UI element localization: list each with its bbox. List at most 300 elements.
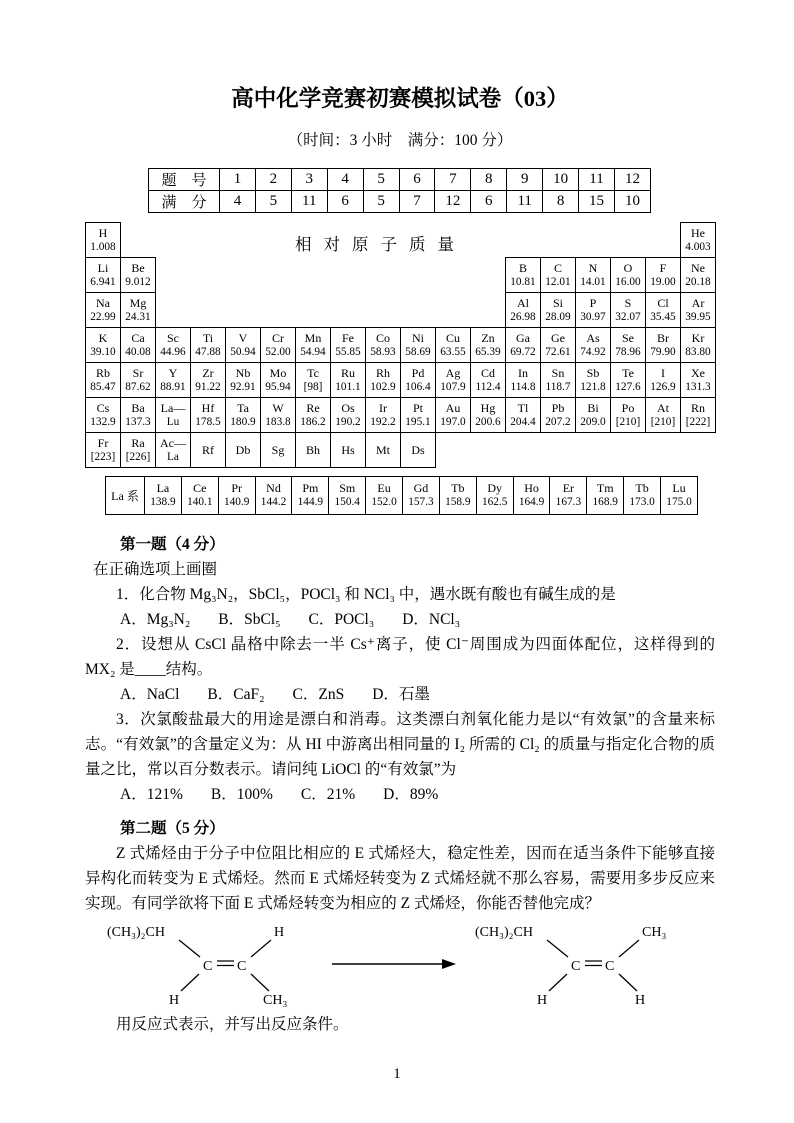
la-series-label: La 系	[106, 477, 145, 515]
answer-option: C．ZnS	[292, 686, 345, 703]
element-cell	[86, 258, 121, 293]
element-cell	[261, 363, 296, 398]
element-cell	[296, 328, 331, 363]
element-mass: 168.9	[592, 496, 618, 508]
section-2-intro: Z 式烯烃由于分子中位阻比相应的 E 式烯烃大，稳定性差，因而在适当条件下能够直接异构化而转变为 E 式烯烃。然而 E 式烯烃转变为 Z 式烯烃就不那么容易，需要用多步反应来实现。有同学欲将下面 E 式烯烃转变为相应的 Z 式烯烃，你能否替他完成？	[85, 845, 715, 912]
element-cell	[121, 258, 156, 293]
element-mass: 140.1	[187, 496, 213, 508]
molecule-right	[475, 920, 670, 1008]
element-cell	[541, 258, 576, 293]
element-cell	[401, 363, 436, 398]
element-symbol: Cl	[657, 295, 669, 310]
element-mass: 4.003	[685, 240, 711, 253]
reaction-arrow-icon	[332, 957, 457, 971]
question-3-options	[120, 782, 715, 807]
element-cell	[611, 363, 646, 398]
element-symbol: Br	[657, 330, 669, 345]
question-marks-cell: 11	[507, 191, 543, 213]
element-symbol: La—	[160, 400, 186, 415]
question-marks-cell: 6	[471, 191, 507, 213]
element-cell	[681, 328, 716, 363]
element-symbol: C	[553, 260, 562, 275]
element-symbol: Tb	[635, 481, 649, 495]
element-symbol: He	[691, 225, 705, 240]
element-mass: 87.62	[125, 380, 151, 393]
element-symbol: Au	[445, 400, 461, 415]
element-symbol: Re	[306, 400, 320, 415]
substituent-label: H	[635, 993, 646, 1008]
element-symbol: Bh	[305, 442, 320, 457]
question-body	[85, 532, 715, 1037]
element-symbol: Zn	[481, 330, 495, 345]
section-1-heading: 第一题（4 分）	[120, 536, 225, 553]
element-cell	[255, 477, 292, 515]
question-1-text: 1．化合物 Mg₃N₂，SbCl₅，POCl₃ 和 NCl₃ 中，遇水既有酸也有碱生成的是	[116, 586, 616, 603]
element-symbol: F	[659, 260, 667, 275]
answer-option: B．SbCl₅	[218, 611, 281, 628]
element-mass: 50.94	[230, 345, 256, 358]
element-cell	[506, 363, 541, 398]
element-mass: 137.3	[125, 415, 151, 428]
element-symbol: Cs	[96, 400, 110, 415]
question-number-cell: 1	[220, 169, 256, 191]
element-symbol: V	[238, 330, 248, 345]
element-cell	[471, 363, 506, 398]
element-symbol: Si	[552, 295, 563, 310]
element-symbol: Rn	[690, 400, 705, 415]
element-mass: 44.96	[160, 345, 186, 358]
element-mass: 79.90	[650, 345, 676, 358]
element-mass: 72.61	[545, 345, 571, 358]
element-mass: 144.2	[260, 496, 287, 508]
question-marks-cell: 10	[614, 191, 650, 213]
element-symbol: Tl	[517, 400, 529, 415]
element-mass: 158.9	[445, 496, 471, 508]
element-symbol: Cd	[480, 365, 495, 380]
element-cell	[156, 363, 191, 398]
element-mass: 200.6	[475, 415, 501, 428]
substituent-label: H	[274, 925, 285, 940]
element-symbol: As	[586, 330, 600, 345]
question-number-cell: 6	[399, 169, 435, 191]
element-cell	[296, 363, 331, 398]
element-cell	[121, 433, 156, 468]
element-symbol: S	[624, 295, 632, 310]
element-cell	[550, 477, 587, 515]
element-symbol: Rb	[95, 365, 110, 380]
element-cell	[191, 433, 226, 468]
element-cell	[86, 293, 121, 328]
carbon-label: C	[237, 959, 247, 974]
substituent-label: (CH₃)₂CH	[107, 925, 165, 940]
element-mass: 6.941	[90, 275, 116, 288]
element-symbol: Ca	[131, 330, 145, 345]
element-mass: 114.8	[510, 380, 536, 393]
element-symbol: Mg	[129, 295, 147, 310]
element-cell	[218, 477, 255, 515]
element-mass: 65.39	[475, 345, 501, 358]
element-mass: 39.95	[685, 310, 711, 323]
element-cell	[156, 328, 191, 363]
element-mass: 26.98	[510, 310, 536, 323]
element-symbol: Fr	[97, 435, 109, 450]
element-symbol: Na	[96, 295, 110, 310]
answer-option: A．121%	[120, 786, 183, 803]
element-mass: 88.91	[160, 380, 186, 393]
element-symbol: Pm	[302, 481, 319, 495]
element-symbol: Nd	[266, 481, 281, 495]
element-mass: 150.4	[334, 496, 360, 508]
element-symbol: Se	[622, 330, 634, 345]
element-cell	[156, 433, 191, 468]
element-mass: 209.0	[580, 415, 606, 428]
element-symbol: Zr	[202, 365, 214, 380]
answer-option: B．100%	[210, 786, 273, 803]
question-marks-cell: 5	[363, 191, 399, 213]
element-mass: 10.81	[510, 275, 536, 288]
element-symbol: Fe	[342, 330, 354, 345]
carbon-label: C	[571, 959, 581, 974]
question-number-cell: 8	[471, 169, 507, 191]
element-cell	[331, 363, 366, 398]
element-cell	[191, 328, 226, 363]
element-cell	[156, 398, 191, 433]
question-marks-cell: 4	[220, 191, 256, 213]
score-row-label: 题 号	[149, 169, 220, 191]
element-mass: 207.2	[545, 415, 571, 428]
element-symbol: Po	[621, 400, 635, 415]
element-mass: 127.6	[615, 380, 641, 393]
element-symbol: Sb	[586, 365, 600, 380]
element-mass: 35.45	[650, 310, 676, 323]
answer-option: D．NCl₃	[402, 611, 461, 628]
element-cell	[366, 398, 401, 433]
element-cell	[611, 258, 646, 293]
element-symbol: Ds	[411, 442, 425, 457]
element-cell	[611, 328, 646, 363]
element-mass: 63.55	[440, 345, 466, 358]
question-2-text: 2．设想从 CsCl 晶格中除去一半 Cs⁺离子，使 Cl⁻周围成为四面体配位，这样得到的 MX₂ 是____结构。	[85, 636, 715, 678]
element-symbol: At	[657, 400, 669, 415]
element-cell	[261, 398, 296, 433]
element-cell	[191, 363, 226, 398]
element-cell	[403, 477, 440, 515]
element-mass: 162.5	[481, 496, 508, 508]
element-mass: 157.3	[408, 496, 434, 508]
element-cell	[296, 433, 331, 468]
element-symbol: Ru	[340, 365, 355, 380]
element-mass: 47.88	[195, 345, 221, 358]
element-symbol: Tb	[451, 481, 465, 495]
element-cell	[513, 477, 550, 515]
element-mass: 12.01	[545, 275, 571, 288]
element-mass: 121.8	[580, 380, 606, 393]
substituent-label: CH₃	[263, 993, 288, 1008]
element-mass: 22.99	[90, 310, 116, 323]
element-mass: 131.3	[685, 380, 711, 393]
element-mass: Lu	[166, 415, 180, 428]
element-cell	[366, 328, 401, 363]
element-mass: 180.9	[230, 415, 256, 428]
element-cell	[476, 477, 513, 515]
element-cell	[646, 398, 681, 433]
element-mass: 138.9	[150, 496, 176, 508]
answer-option: D．89%	[383, 786, 439, 803]
question-marks-cell: 15	[579, 191, 615, 213]
element-symbol: Al	[517, 295, 529, 310]
element-cell	[681, 258, 716, 293]
element-cell	[145, 477, 182, 515]
element-cell	[541, 363, 576, 398]
page-content	[85, 0, 715, 1037]
element-mass: 175.0	[666, 496, 692, 508]
element-mass: 164.9	[518, 496, 545, 508]
element-cell	[401, 328, 436, 363]
element-symbol: H	[98, 225, 108, 240]
element-cell	[576, 258, 611, 293]
element-mass: 152.0	[371, 496, 397, 508]
element-cell	[226, 433, 261, 468]
element-symbol: Ra	[131, 435, 145, 450]
element-cell	[366, 433, 401, 468]
element-cell	[86, 398, 121, 433]
element-mass: 78.96	[615, 345, 641, 358]
element-cell	[436, 398, 471, 433]
element-symbol: Cu	[445, 330, 460, 345]
molecule-left	[107, 920, 302, 1008]
element-cell	[471, 398, 506, 433]
element-symbol: P	[589, 295, 597, 310]
element-mass: 85.47	[90, 380, 116, 393]
element-symbol: B	[518, 260, 527, 275]
element-cell	[261, 433, 296, 468]
score-row-label: 满 分	[149, 191, 220, 213]
question-marks-cell: 8	[543, 191, 579, 213]
element-symbol: Ne	[691, 260, 705, 275]
element-cell	[226, 328, 261, 363]
element-cell	[86, 433, 121, 468]
question-number-cell: 11	[579, 169, 615, 191]
element-cell	[121, 398, 156, 433]
element-cell	[121, 293, 156, 328]
element-cell	[331, 433, 366, 468]
element-cell	[681, 398, 716, 433]
question-marks-cell: 12	[435, 191, 471, 213]
element-symbol: Lu	[672, 481, 686, 495]
element-symbol: Xe	[691, 365, 705, 380]
element-mass: 173.0	[629, 496, 655, 508]
answer-option: B．CaF₂	[207, 686, 265, 703]
element-symbol: W	[272, 400, 284, 415]
element-cell	[611, 398, 646, 433]
element-mass: 95.94	[265, 380, 291, 393]
element-cell	[471, 328, 506, 363]
element-symbol: Pt	[412, 400, 423, 415]
element-mass: 91.22	[195, 380, 221, 393]
question-marks-cell: 7	[399, 191, 435, 213]
element-mass: [98]	[303, 380, 323, 393]
element-cell	[576, 293, 611, 328]
element-cell	[611, 293, 646, 328]
element-symbol: Tm	[596, 481, 614, 495]
section-1-instruction: 在正确选项上画圈	[93, 561, 218, 578]
element-mass: [210]	[650, 415, 676, 428]
element-symbol: Sr	[132, 365, 144, 380]
substituent-label: (CH₃)₂CH	[475, 925, 533, 940]
element-symbol: N	[588, 260, 598, 275]
element-symbol: Er	[562, 481, 575, 495]
element-mass: 195.1	[405, 415, 431, 428]
question-number-cell: 4	[327, 169, 363, 191]
element-cell	[331, 328, 366, 363]
element-cell	[121, 328, 156, 363]
element-symbol: Ni	[412, 330, 424, 345]
element-symbol: Ir	[379, 400, 387, 415]
element-mass: 58.93	[370, 345, 396, 358]
element-mass: 19.00	[650, 275, 676, 288]
element-mass: 1.008	[90, 240, 116, 253]
element-cell	[261, 328, 296, 363]
element-cell	[191, 398, 226, 433]
element-symbol: Y	[168, 365, 178, 380]
element-mass: [223]	[90, 450, 116, 463]
element-mass: [222]	[685, 415, 711, 428]
element-mass: 20.18	[685, 275, 711, 288]
element-mass: [210]	[615, 415, 641, 428]
answer-option: A．Mg₃N₂	[120, 611, 191, 628]
element-cell	[646, 363, 681, 398]
question-marks-cell: 11	[291, 191, 327, 213]
element-mass: 106.4	[405, 380, 431, 393]
element-cell	[661, 477, 698, 515]
element-cell	[86, 363, 121, 398]
element-cell	[86, 223, 121, 258]
element-cell	[587, 477, 624, 515]
element-cell	[181, 477, 218, 515]
element-mass: 74.92	[580, 345, 606, 358]
page-title: 高中化学竞赛初赛模拟试卷（03）	[231, 86, 569, 111]
element-symbol: Db	[235, 442, 251, 457]
element-symbol: Co	[375, 330, 390, 345]
element-symbol: Ti	[202, 330, 214, 345]
element-symbol: Hg	[480, 400, 496, 415]
element-mass: 32.07	[615, 310, 641, 323]
element-cell	[646, 328, 681, 363]
substituent-label: CH₃	[642, 925, 667, 940]
element-symbol: Mt	[375, 442, 390, 457]
element-mass: 118.7	[545, 380, 571, 393]
element-cell	[541, 328, 576, 363]
element-symbol: In	[518, 365, 528, 380]
question-number-cell: 12	[614, 169, 650, 191]
element-symbol: Kr	[691, 330, 705, 345]
element-symbol: Sn	[551, 365, 565, 380]
element-mass: 101.1	[335, 380, 361, 393]
element-symbol: Te	[622, 365, 634, 380]
element-cell	[624, 477, 661, 515]
element-symbol: Dy	[487, 481, 502, 495]
element-symbol: Ta	[237, 400, 249, 415]
element-cell	[541, 398, 576, 433]
element-cell	[506, 398, 541, 433]
element-mass: 55.85	[335, 345, 361, 358]
page-subtitle: （时间：3 小时 满分：100 分）	[287, 132, 513, 149]
element-cell	[506, 328, 541, 363]
element-symbol: Ag	[445, 365, 461, 380]
question-1-options	[120, 607, 715, 632]
element-mass: 9.012	[125, 275, 151, 288]
element-symbol: Pr	[231, 481, 242, 495]
question-marks-cell: 6	[327, 191, 363, 213]
question-number-cell: 9	[507, 169, 543, 191]
page-number: 1	[393, 1066, 401, 1082]
section-2-closing: 用反应式表示，并写出反应条件。	[116, 1016, 349, 1033]
element-cell	[401, 433, 436, 468]
element-symbol: Tc	[307, 365, 319, 380]
element-mass: 92.91	[230, 380, 256, 393]
element-cell	[436, 363, 471, 398]
element-cell	[681, 223, 716, 258]
element-cell	[576, 363, 611, 398]
element-symbol: Gd	[413, 481, 429, 495]
element-mass: 132.9	[90, 415, 116, 428]
element-cell	[681, 363, 716, 398]
element-cell	[366, 477, 403, 515]
element-mass: La	[167, 450, 179, 463]
element-symbol: Ge	[551, 330, 565, 345]
carbon-label: C	[605, 959, 615, 974]
element-cell	[331, 398, 366, 433]
element-symbol: O	[623, 260, 633, 275]
element-cell	[226, 363, 261, 398]
element-symbol: Nb	[235, 365, 251, 380]
element-mass: 140.9	[223, 496, 250, 508]
element-mass: 102.9	[370, 380, 396, 393]
element-symbol: Mo	[269, 365, 287, 380]
question-3-text: 3．次氯酸盐最大的用途是漂白和消毒。这类漂白剂氧化能力是以“有效氯”的含量来标志。“有效氯”的含量定义为：从 HI 中游离出相同量的 I₂ 所需的 Cl₂ 的质量与指定化合物的质量之比，常以百分数表示。请问纯 LiOCl 的“有效氯”为	[85, 711, 715, 778]
answer-option: C．21%	[300, 786, 356, 803]
element-cell	[576, 398, 611, 433]
element-cell	[576, 328, 611, 363]
question-number-cell: 2	[255, 169, 291, 191]
element-cell	[439, 477, 476, 515]
element-cell	[506, 258, 541, 293]
element-mass: 112.4	[475, 380, 501, 393]
element-mass: 183.8	[265, 415, 291, 428]
element-mass: 126.9	[650, 380, 676, 393]
carbon-label: C	[203, 959, 213, 974]
element-symbol: Cr	[272, 330, 284, 345]
substituent-label: H	[169, 993, 180, 1008]
element-mass: [226]	[125, 450, 151, 463]
element-cell	[681, 293, 716, 328]
element-mass: 30.97	[580, 310, 606, 323]
element-symbol: Pb	[551, 400, 565, 415]
element-mass: 28.09	[545, 310, 571, 323]
lanthanide-series-table	[105, 476, 698, 515]
element-cell	[292, 477, 329, 515]
element-symbol: La	[156, 481, 170, 495]
periodic-table	[85, 222, 715, 515]
element-cell	[646, 293, 681, 328]
element-mass: 69.72	[510, 345, 536, 358]
element-mass: 16.00	[615, 275, 641, 288]
element-cell	[436, 328, 471, 363]
substituent-label: H	[537, 993, 548, 1008]
element-mass: 186.2	[300, 415, 326, 428]
element-cell	[401, 398, 436, 433]
element-symbol: Pd	[411, 365, 425, 380]
